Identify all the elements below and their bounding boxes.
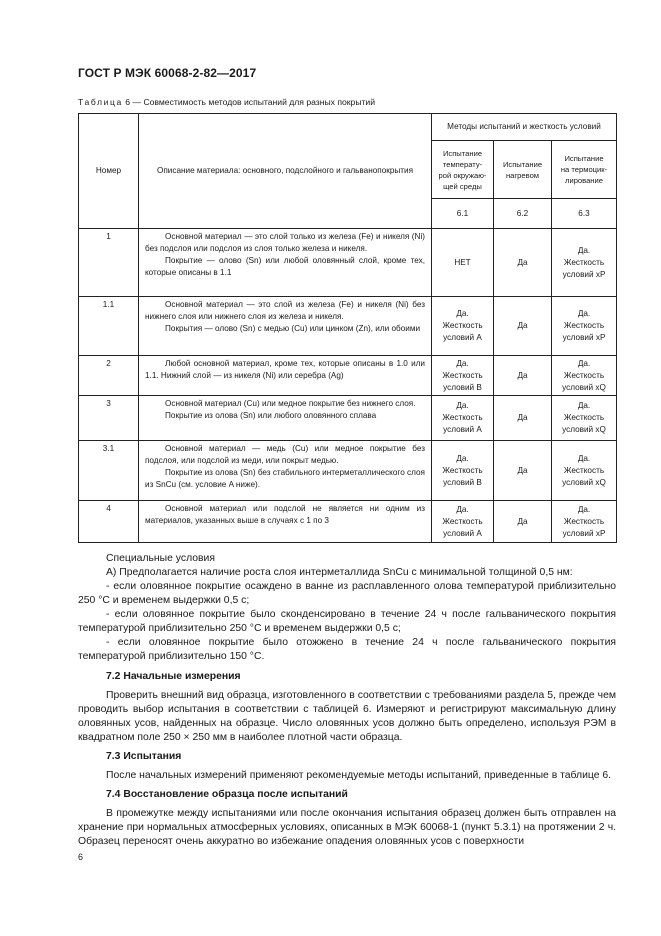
row-description: Основной материал — медь (Cu) или медное покрытие без подслоя, или подслой из меди, или покрыт медью. Покрытие из олова (Sn) без стабильного интерметаллического слоя из SnCu (см. условие A ниже). — [139, 441, 432, 501]
section-title-7-2: 7.2 Начальные измерения — [106, 671, 241, 682]
row-description: Основной материал или подслой не является ни одним из материалов, указанных выше в случаях с 1 по 3 — [139, 501, 432, 543]
header-method-num: 6.2 — [494, 199, 552, 229]
row-description: Основной материал — это слой только из железа (Fe) и никеля (Ni) без подслоя или подслоя из слоя только железа и никеля. Покрытие — олово (Sn) или любой оловянный слой, кроме тех, которые описаны в 1.1 — [139, 229, 432, 297]
row-method-ambient: Да. Жесткость условий A — [432, 396, 494, 441]
table-row — [79, 356, 617, 396]
row-method-ambient: Да. Жесткость условий B — [432, 441, 494, 501]
row-method-cycling: Да. Жесткость условий xP — [552, 501, 617, 543]
table-caption — [78, 97, 375, 107]
compatibility-table — [78, 113, 617, 543]
row-method-ambient: Да. Жесткость условий A — [432, 501, 494, 543]
header-number: Номер — [79, 114, 139, 229]
row-number: 3 — [79, 396, 139, 441]
table-row — [79, 229, 617, 297]
table-row — [79, 396, 617, 441]
row-number: 1 — [79, 229, 139, 297]
section-text-7-3: После начальных измерений применяют рекомендуемые методы испытаний, приведенные в таблице 6. — [106, 770, 612, 781]
table-row — [79, 501, 617, 543]
header-methods: Методы испытаний и жесткость условий — [432, 114, 617, 141]
row-method-ambient: НЕТ — [432, 229, 494, 297]
row-method-heat: Да — [494, 229, 552, 297]
table-caption-prefix: Таблица — [78, 97, 123, 107]
section-text-7-4: В промежутке между испытаниями или после окончания испытания образец должен быть отправлен на хранение при нормальных атмосферных условиях, описанных в МЭК 60068-1 (пункт 5.3.1) на протяжении 2 ч. Образец переносят очень аккуратно во избежание опадения оловянных усов с поверхности — [78, 808, 616, 847]
row-method-heat: Да — [494, 396, 552, 441]
row-method-heat: Да — [494, 297, 552, 356]
row-description: Основной материал (Cu) или медное покрытие без нижнего слоя. Покрытие из олова (Sn) или любого оловянного сплава — [139, 396, 432, 441]
row-method-cycling: Да. Жесткость условий xQ — [552, 356, 617, 396]
row-description: Любой основной материал, кроме тех, которые описаны в 1.0 или 1.1. Нижний слой — из никеля (Ni) или серебра (Ag) — [139, 356, 432, 396]
special-conditions-title: Специальные условия — [106, 553, 215, 564]
table-row — [79, 297, 617, 356]
row-number: 2 — [79, 356, 139, 396]
row-method-heat: Да — [494, 356, 552, 396]
row-method-cycling: Да. Жесткость условий xQ — [552, 396, 617, 441]
condition-bullet: - если оловянное покрытие было отожжено в течение 24 ч после гальванического покрытия температурой приблизительно 150 °С. — [78, 637, 616, 662]
row-number: 4 — [79, 501, 139, 543]
row-method-cycling: Да. Жесткость условий xP — [552, 297, 617, 356]
row-method-heat: Да — [494, 501, 552, 543]
header-method-num: 6.3 — [552, 199, 617, 229]
table-caption-text: 6 — Совместимость методов испытаний для разных покрытий — [125, 97, 376, 107]
header-method-num: 6.1 — [432, 199, 494, 229]
section-title-7-4: 7.4 Восстановление образца после испытаний — [106, 789, 348, 800]
row-description: Основной материал — это слой из железа (Fe) и никеля (Ni) без нижнего слоя или нижнего слоя из железа и никеля. Покрытия — олово (Sn) с медью (Cu) или цинком (Zn), или обоими — [139, 297, 432, 356]
row-method-cycling: Да. Жесткость условий xQ — [552, 441, 617, 501]
row-number: 1.1 — [79, 297, 139, 356]
condition-a: А) Предполагается наличие роста слоя интерметаллида SnCu с минимальной толщиной 0,5 нм: — [106, 567, 573, 578]
table-row — [79, 441, 617, 501]
header-method-ambient: Испытание температу- рой окружаю- щей среды — [432, 141, 494, 199]
row-method-heat: Да — [494, 441, 552, 501]
header-method-cycling: Испытание на термоцик- лирование — [552, 141, 617, 199]
section-title-7-3: 7.3 Испытания — [106, 751, 182, 762]
condition-bullet: - если оловянное покрытие осаждено в ванне из расплавленного олова температурой приблизительно 250 °С и временем выдержки 0,5 с; — [78, 581, 616, 606]
body-text — [78, 552, 616, 849]
header-description: Описание материала: основного, подслойного и гальванопокрытия — [139, 114, 432, 229]
row-number: 3.1 — [79, 441, 139, 501]
header-method-heat: Испытание нагревом — [494, 141, 552, 199]
condition-bullet: - если оловянное покрытие было сконденсировано в течение 24 ч после гальванического покрытия температурой приблизительно 250 °С и временем выдержки 0,5 с; — [78, 609, 616, 634]
row-method-ambient: Да. Жесткость условий A — [432, 297, 494, 356]
document-header: ГОСТ Р МЭК 60068-2-82—2017 — [78, 66, 257, 80]
section-text-7-2: Проверить внешний вид образца, изготовленного в соответствии с требованиями раздела 5, прежде чем проводить выбор испытания в соответствии с таблицей 6. Измеряют и регистрируют максимальную длину оловянных усов, найденных на образце. Число оловянных усов должно быть определено, используя РЭМ в квадратном поле 250 × 250 мм в наиболее плотной части образца. — [78, 690, 616, 743]
row-method-cycling: Да. Жесткость условий xP — [552, 229, 617, 297]
page-number: 6 — [78, 852, 84, 862]
row-method-ambient: Да. Жесткость условий B — [432, 356, 494, 396]
